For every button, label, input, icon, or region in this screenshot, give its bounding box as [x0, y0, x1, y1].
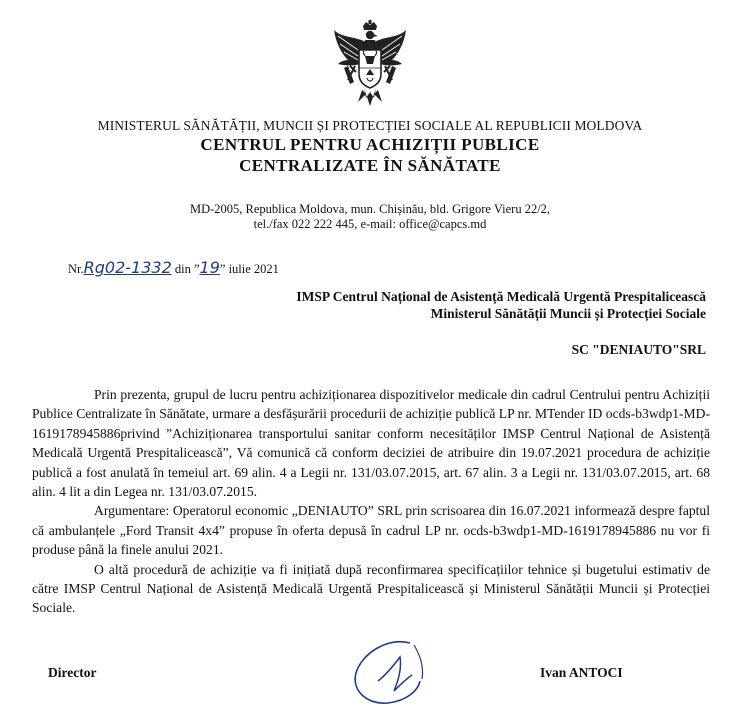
recipient-2: Ministerul Sănătății Muncii și Protecției Sociale — [430, 306, 706, 321]
body-paragraph-3: O altă procedură de achiziție va fi inițiată după reconfirmarea specificațiilor tehnice și bugetului estimativ de către IMSP Centrul Național de Asistență Medicală Urgentă Prespitalicească și Ministerul Sănătății Muncii și Protecției Sociale. — [32, 561, 710, 616]
letter-body — [32, 385, 710, 618]
signatory-name: Ivan ANTOCI — [540, 665, 623, 680]
reference-day: 19 — [199, 258, 220, 277]
signatory-title: Director — [48, 665, 97, 680]
institution-title-line1: CENTRUL PENTRU ACHIZIȚII PUBLICE — [200, 135, 540, 154]
ministry-name: MINISTERUL SĂNĂTĂȚII, MUNCII ȘI PROTECȚIEI SOCIALE AL REPUBLICII MOLDOVA — [97, 118, 643, 133]
body-paragraph-1: Prin prezenta, grupul de lucru pentru achiziționarea dispozitivelor medicale din cadrul Centrului pentru Achiziții Publice Centralizate în Sănătate, urmare a desfășurării procedurii de achiziție publică LP nr. MTender ID ocds-b3wdp1-MD-1619178945886privind ”Achiziționarea transportului sanitar conform necesităților IMSP Centrul Național de Asistență Medicală Urgentă Prespitalicească”, Vă comunică că conform deciziei de atribuire din 19.07.2021 procedura de achiziție publică a fost anulată în temeiul art. 69 alin. 4 a Legii nr. 131/03.07.2015, art. 67 alin. 3 a Legii nr. 131/03.07.2015, art. 68 alin. 4 lit a din Legea nr. 131/03.07.2015. — [32, 387, 710, 500]
recipient-3: SC "DENIAUTO"SRL — [571, 342, 706, 357]
address-line: MD-2005, Republica Moldova, mun. Chișinău, bld. Grigore Vieru 22/2, — [189, 202, 551, 216]
reference-nr-label: Nr. — [68, 262, 84, 276]
recipient-1: IMSP Centrul Național de Asistență Medicală Urgentă Prespitalicească — [296, 289, 706, 304]
body-paragraph-2: Argumentare: Operatorul economic „DENIAUTO” SRL prin scrisoarea din 16.07.2021 informează despre faptul că ambulanțele „Ford Transit 4x4” propuse în oferta depusă în cadrul LP nr. ocds-b3wdp1-MD-1619178945886 nu vor fi produse până la finele anului 2021. — [32, 503, 710, 558]
reference-number: Rg02-1332 — [83, 258, 172, 277]
reference-date-label: din ” — [174, 262, 200, 276]
contact-line: tel./fax 022 222 445, e-mail: office@capcs.md — [253, 217, 487, 231]
reference-date-rest: ” iulie 2021 — [219, 262, 279, 276]
coat-of-arms-icon — [330, 20, 410, 112]
signature-icon — [348, 635, 458, 717]
institution-address — [0, 202, 740, 232]
reference-line — [68, 258, 279, 277]
institution-title-line2: CENTRALIZATE ÎN SĂNĂTATE — [239, 156, 501, 175]
